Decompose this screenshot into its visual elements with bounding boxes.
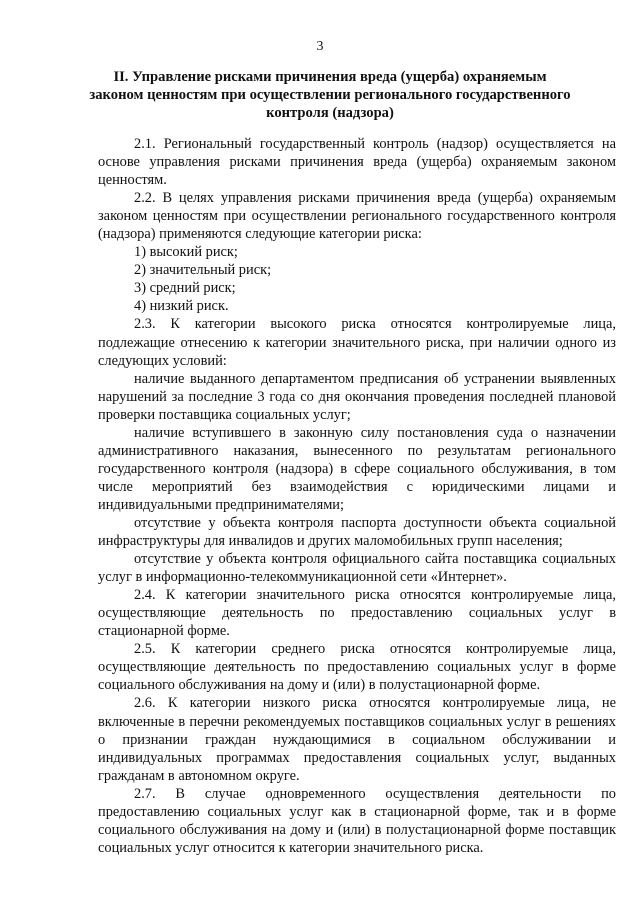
paragraph-2-3: 2.3. К категории высокого риска относятся контролируемые лица, подлежащие отнесению к категории значительного риска, при наличии одного из следующих условий: [98,316,616,369]
section-heading-line-1: II. Управление рисками причинения вреда (ущерба) охраняемым [113,69,547,85]
paragraph-2-7: 2.7. В случае одновременного осуществления деятельности по предоставлению социальных услуг как в стационарной форме, так и в форме социального обслуживания на дому и (или) в полустационарной форме поставщик социальных услуг относится к категории значительного риска. [98,785,616,856]
paragraph-2-5: 2.5. К категории среднего риска относятся контролируемые лица, осуществляющие деятельность по предоставлению социальных услуг в форме социального обслуживания на дому и (или) в полустационарной форме. [98,641,616,694]
document-body [98,135,616,857]
paragraph-2-6: 2.6. К категории низкого риска относятся контролируемые лица, не включенные в перечни рекомендуемых поставщиков социальных услуг в решениях о признании граждан нуждающимися в социальном обслуживании и индивидуальных программах предоставления социальных услуг, выданных гражданам в автономном округе. [98,695,616,784]
condition-item: наличие выданного департаментом предписания об устранении выявленных нарушений за последние 3 года со дня окончания проведения последней плановой проверки поставщика социальных услуг; [98,370,616,423]
paragraph-2-2: 2.2. В целях управления рисками причинения вреда (ущерба) охраняемым законом ценностям при осуществлении регионального государственного контроля (надзора) применяются следующие категории риска: [98,190,616,243]
condition-item: отсутствие у объекта контроля паспорта доступности объекта социальной инфраструктуры для инвалидов и других маломобильных групп населения; [98,514,616,550]
section-heading [80,68,580,122]
paragraph-2-4: 2.4. К категории значительного риска относятся контролируемые лица, осуществляющие деятельность по предоставлению социальных услуг в стационарной форме. [98,587,616,640]
condition-item: наличие вступившего в законную силу постановления суда о назначении административного наказания, вынесенного по результатам регионального государственного контроля (надзора) в сфере социального обслуживания, в том числе мероприятий без взаимодействия с юридическими лицами и индивидуальными предпринимателями; [98,424,616,513]
paragraph-2-1: 2.1. Региональный государственный контроль (надзор) осуществляется на основе управления рисками причинения вреда (ущерба) охраняемым законом ценностям. [98,136,616,189]
section-heading-line-2: законом ценностям при осуществлении регионального государственного [89,87,571,103]
risk-category-item: 1) высокий риск; [134,244,238,261]
page-number: 3 [316,39,324,54]
section-heading-line-3: контроля (надзора) [266,105,394,121]
condition-item: отсутствие у объекта контроля официального сайта поставщика социальных услуг в информационно-телекоммуникационной сети «Интернет». [98,551,616,586]
risk-category-item: 4) низкий риск. [134,298,229,315]
risk-category-item: 3) средний риск; [134,280,236,297]
risk-category-item: 2) значительный риск; [134,262,272,279]
